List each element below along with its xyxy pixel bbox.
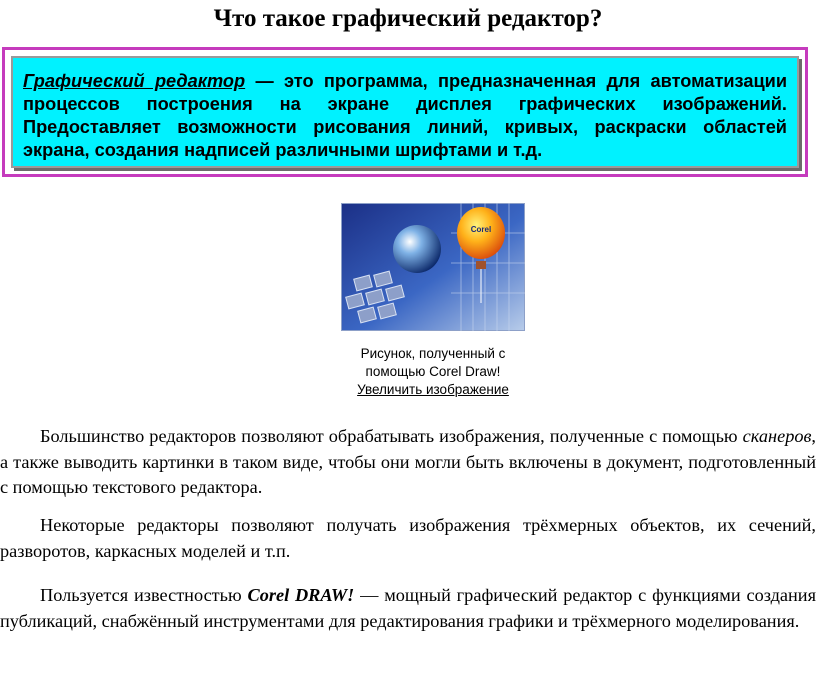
definition-box: [2, 47, 808, 177]
p3-text-a: Пользуется известностью: [40, 585, 248, 605]
caption-line-2: помощью Corel Draw!: [365, 364, 501, 379]
caption-line-1: Рисунок, полученный с: [360, 346, 506, 361]
definition-term: Графический редактор: [23, 71, 246, 91]
enlarge-image-link[interactable]: Увеличить изображение: [357, 382, 509, 397]
p1-text-a: Большинство редакторов позволяют обрабатывать изображения, полученные с помощью: [40, 426, 743, 446]
balloon-basket: [476, 261, 486, 269]
page-title: Что такое графический редактор?: [213, 5, 603, 32]
p1-italic-scanners: сканеров: [742, 426, 812, 446]
paragraph-3d-objects: Некоторые редакторы позволяют получать изображения трёхмерных объектов, их сечений, разворотов, каркасных моделей и т.п.: [0, 515, 816, 561]
paragraph-editors: [0, 424, 816, 501]
figure-caption: [300, 345, 566, 399]
definition-text: [11, 56, 799, 168]
p1-text-b: , а также выводить картинки в таком виде, чтобы они могли быть включены в документ, подготовленный с помощью текстового редактора.: [0, 426, 816, 497]
definition-body: — это программа, предназначенная для автоматизации процессов построения на экране дисплея графических изображений. Предоставляет возможности рисования линий, кривых, раскраски областей экрана, создания надписей различными шрифтами и т.д.: [23, 71, 788, 160]
paragraph-corel-draw: [0, 583, 816, 634]
p3-text-b: — мощный графический редактор с функциями создания публикаций, снабжённый инструментами для редактирования графики и трёхмерного моделирования.: [0, 585, 816, 631]
balloon-label: Corel: [470, 225, 492, 234]
p3-corel-draw-name: Corel DRAW!: [247, 585, 355, 605]
corel-draw-illustration[interactable]: [341, 203, 525, 331]
globe: [393, 225, 441, 273]
